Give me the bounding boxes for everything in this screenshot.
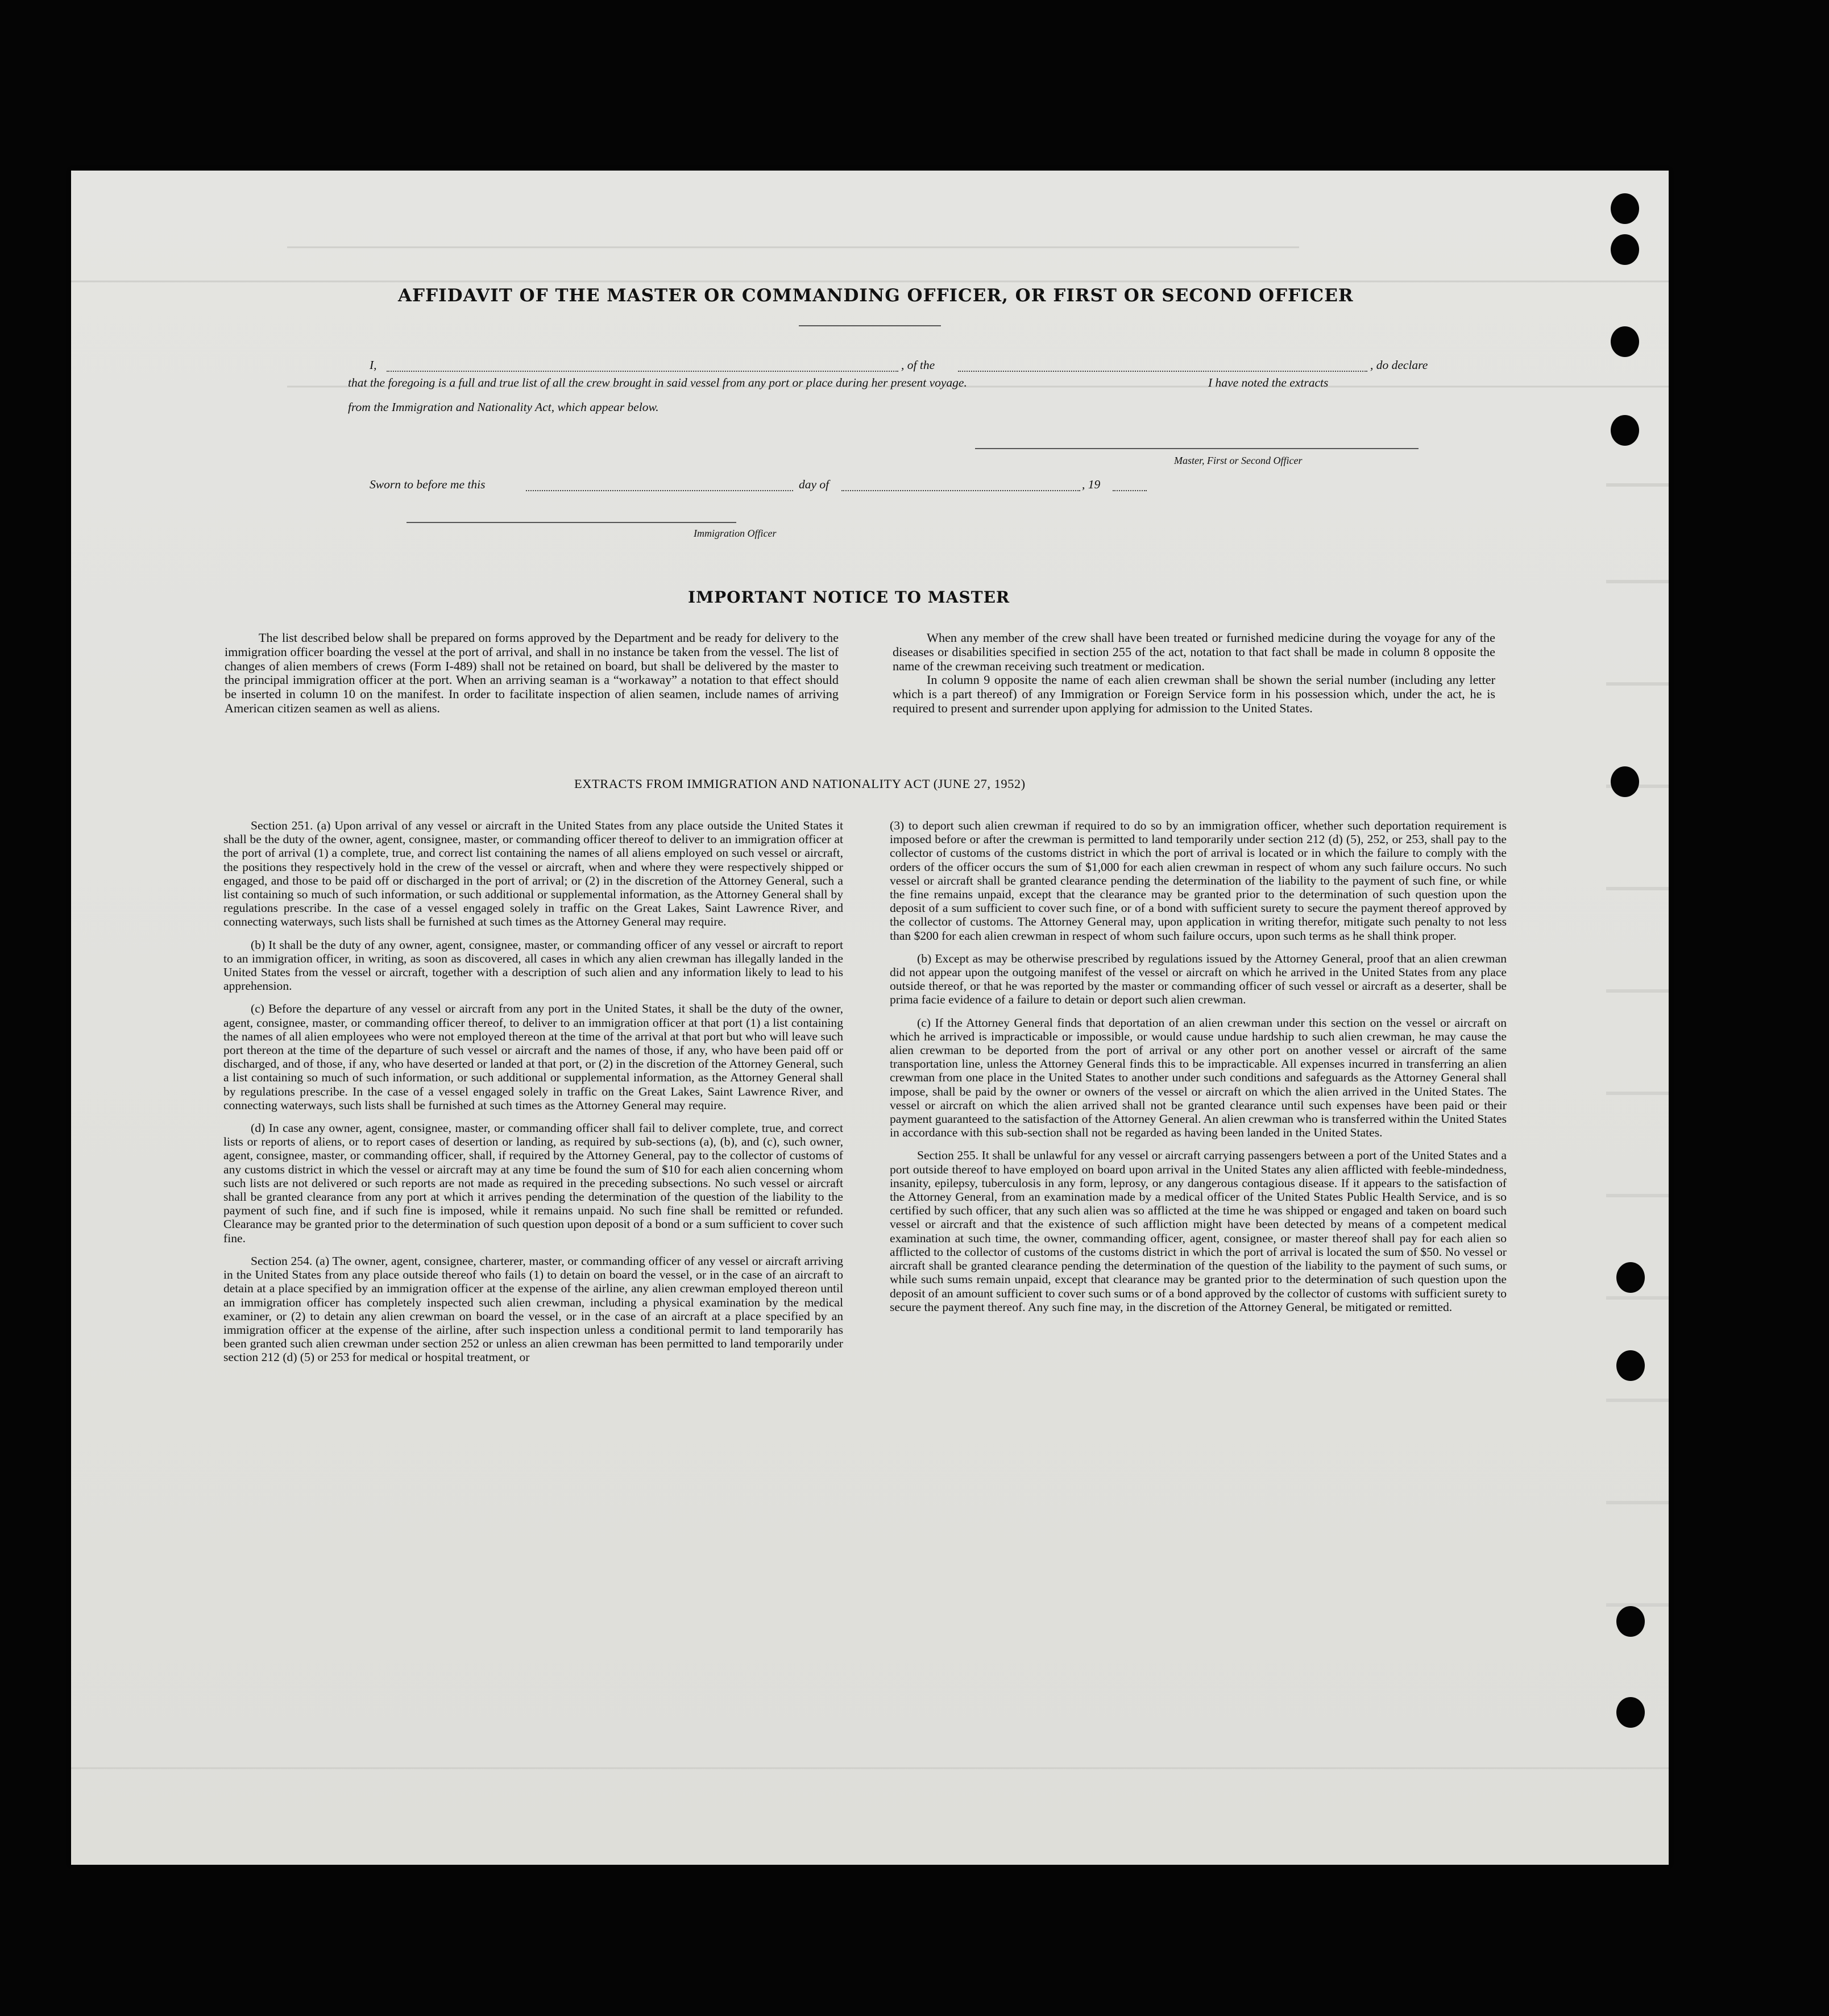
declarant-name-field[interactable]	[387, 371, 898, 372]
section-254-a-continued: (3) to deport such alien crewman if required to do so by an immigration officer, whether such deportation requirement is imposed before or after the crewman is permitted to land temporarily under section 212 (d) (5), 252, or 253, shall pay to the collector of customs of the customs district in which the port of arrival is located or in which the failure to comply with the orders of the officer occurs the sum of $1,000 for each alien crewman in respect of whom any such failure occurs. No such vessel or aircraft shall be granted clearance pending the determination of the liability to the payment of such fine, or while the fine remains unpaid, except that the clearance may be granted prior to the determination of such question upon the deposit of a sum sufficient to cover such fine, or of a bond with sufficient surety to secure the payment thereof approved by the collector of customs. The Attorney General may, upon application in writing therefor, mitigate such penalty to not less than $200 for each alien crewman in respect of whom such failure occurs, upon such terms as he shall think proper.	[890, 819, 1507, 943]
section-251-a: Section 251. (a) Upon arrival of any vessel or aircraft in the United States from any place outside the United States it shall be the duty of the owner, agent, consignee, master, or commanding officer thereof to deliver to an immigration officer at the port of arrival (1) a complete, true, and correct list containing the names of all aliens employed on such vessel or aircraft, the positions they respectively hold in the crew of the vessel or aircraft, when and where they were respectively shipped or engaged, and those to be paid off or discharged in the port of arrival; or (2) in the discretion of the Attorney General, such a list containing so much of such information, or such additional or supplemental information, as the Attorney General shall by regulations prescribe. In the case of a vessel engaged solely in traffic on the Great Lakes, Saint Lawrence River, and connecting waterways, such lists shall be furnished at such times as the Attorney General may require.	[223, 819, 843, 929]
section-251-b: (b) It shall be the duty of any owner, agent, consignee, master, or commanding officer of any vessel or aircraft to report to an immigration officer, in writing, as soon as discovered, all cases in which any alien crewman has illegally landed in the United States from the vessel or aircraft, together with a description of such alien and any information likely to lead to his apprehension.	[223, 938, 843, 993]
form-page	[71, 171, 1669, 1865]
master-signature-field[interactable]	[975, 448, 1419, 449]
punch-hole	[1611, 326, 1639, 357]
affidavit-title: AFFIDAVIT OF THE MASTER OR COMMANDING OFFICER, OR FIRST OR SECOND OFFICER	[398, 285, 1354, 306]
section-251-c: (c) Before the departure of any vessel or aircraft from any port in the United States, it shall be the duty of the owner, agent, consignee, master, or commanding officer thereof, to deliver to an immigration officer at that port (1) a list containing the names of all alien employees who were not employed thereon at the time of the arrival at that port but who will leave such port thereon at the time of the departure of such vessel or aircraft and the names of those, if any, who have been paid off or discharged, and of those, if any, who have deserted or landed at that port, or (2) in the discretion of the Attorney General, such a list containing so much of such information, or such additional or supplemental information, as the Attorney General shall by regulations prescribe. In the case of a vessel engaged solely in traffic on the Great Lakes, Saint Lawrence River, and connecting waterways, such lists shall be furnished at such times as the Attorney General may require.	[223, 1002, 843, 1112]
vessel-name-field[interactable]	[958, 371, 1367, 372]
notice-title: IMPORTANT NOTICE TO MASTER	[688, 588, 1010, 607]
do-declare-label: , do declare	[1370, 358, 1428, 372]
extracts-heading: EXTRACTS FROM IMMIGRATION AND NATIONALITY ACT (JUNE 27, 1952)	[574, 777, 1026, 791]
punch-hole	[1616, 1606, 1645, 1637]
extracts-right-column	[890, 819, 1507, 1323]
officer-signature-field[interactable]	[407, 522, 736, 523]
punch-hole	[1611, 234, 1639, 265]
punch-hole	[1611, 415, 1639, 446]
notice-right-column	[893, 631, 1495, 716]
declarant-label: I,	[370, 358, 377, 372]
section-251-d: (d) In case any owner, agent, consignee, master, or commanding officer shall fail to deliver complete, true, and correct lists or reports of aliens, or to report cases of desertion or landing, as required by sub-sections (a), (b), and (c), such owner, agent, consignee, master, or commanding officer, shall, if required by the Attorney General, pay to the collector of customs of any customs district in which the vessel or aircraft may at any time be found the sum of $10 for each alien concerning whom such lists are not delivered or such reports are not made as required in the preceding subsections. No such vessel or aircraft shall be granted clearance from any port at which it arrives pending the determination of the question of the liability to the payment of such fine, and if such fine is imposed, while it remains unpaid. No such fine shall be remitted or refunded. Clearance may be granted prior to the determination of such question upon deposit of a bond or a sum sufficient to cover such fine.	[223, 1121, 843, 1245]
day-of-label: day of	[799, 478, 830, 491]
year-label: , 19	[1082, 478, 1101, 491]
section-254-c: (c) If the Attorney General finds that deportation of an alien crewman under this section on the vessel or aircraft on which he arrived is impracticable or impossible, or would cause undue hardship to such alien crewman, he may cause the alien crewman to be deported from the port of arrival or any other port on another vessel or aircraft of the same transportation line, unless the Attorney General finds this to be impracticable. All expenses incurred in transferring an alien crewman from one place in the United States to another under such conditions and safeguards as the Attorney General shall impose, shall be paid by the owner or owners of the vessel or aircraft on which the alien arrived in the United States. The vessel or aircraft on which the alien arrived shall not be granted clearance until such expenses have been paid or their payment guaranteed to the satisfaction of the Attorney General. An alien crewman who is transferred within the United States in accordance with this sub-section shall not be regarded as having been landed in the United States.	[890, 1015, 1507, 1140]
extracts-left-column	[223, 819, 843, 1374]
punch-hole	[1616, 1262, 1645, 1293]
affidavit-statement: that the foregoing is a full and true list of all the crew brought in said vessel from any port or place during her present voyage.	[348, 376, 967, 389]
sworn-month-field[interactable]	[841, 490, 1080, 491]
punch-hole	[1611, 766, 1639, 797]
punch-hole	[1616, 1697, 1645, 1728]
affidavit-statement-end: from the Immigration and Nationality Act, which appear below.	[348, 400, 659, 414]
notice-left-column	[225, 631, 839, 716]
master-signature-caption: Master, First or Second Officer	[1174, 455, 1303, 466]
section-254-a: Section 254. (a) The owner, agent, consignee, charterer, master, or commanding officer of any vessel or aircraft arriving in the United States from any place outside thereof who fails (1) to detain on board the vessel, or in the case of an aircraft to detain at a place specified by an immigration officer at the expense of the airline, any alien crewman employed thereon until an immigration officer has completely inspected such alien crewman, including a physical examination by the medical examiner, or (2) to detain any alien crewman on board the vessel, or in the case of an aircraft at a place specified by an immigration officer at the expense of the airline, after such inspection unless a conditional permit to land temporarily has been granted such alien crewman under section 252 or unless an alien crewman has been permitted to land temporarily under section 212 (d) (5) or 253 for medical or hospital treatment, or	[223, 1254, 843, 1364]
notice-right-paragraph-2: In column 9 opposite the name of each alien crewman shall be shown the serial number (including any letter which is a part thereof) of any Immigration or Foreign Service form in his possession which, under the act, he is required to present and surrender upon applying for admission to the United States.	[893, 673, 1495, 715]
notice-left-paragraph: The list described below shall be prepared on forms approved by the Department and be ready for delivery to the immigration officer boarding the vessel at the port of arrival, and shall in no instance be taken from the vessel. The list of changes of alien members of crews (Form I-489) shall not be retained on board, but shall be delivered by the master to the principal immigration officer at the port. When an arriving seaman is a “workaway” a notation to that effect should be inserted in column 10 on the manifest. In order to facilitate inspection of alien seamen, include names of arriving American citizen seamen as well as aliens.	[225, 630, 839, 715]
title-rule	[799, 325, 941, 326]
sworn-label: Sworn to before me this	[370, 478, 486, 491]
notice-right-paragraph-1: When any member of the crew shall have been treated or furnished medicine during the voyage for any of the diseases or disabilities specified in section 255 of the act, notation to that fact shall be made in column 8 opposite the name of the crewman receiving such treatment or medication.	[893, 630, 1495, 673]
of-the-label: , of the	[901, 358, 935, 372]
section-254-b: (b) Except as may be otherwise prescribed by regulations issued by the Attorney General, proof that an alien crewman did not appear upon the outgoing manifest of the vessel or aircraft on which he arrived in the United States from any place outside thereof, or that he was reported by the master or commanding officer of such vessel or aircraft as a deserter, shall be prima facie evidence of a failure to detain or deport such alien crewman.	[890, 951, 1507, 1007]
affidavit-statement-right: I have noted the extracts	[1208, 376, 1329, 389]
sworn-year-field[interactable]	[1113, 490, 1147, 491]
section-255: Section 255. It shall be unlawful for any vessel or aircraft carrying passengers between a port of the United States and a port outside thereof to have employed on board upon arrival in the United States any alien afflicted with feeble-mindedness, insanity, epilepsy, tuberculosis in any form, leprosy, or any dangerous contagious disease. If it appears to the satisfaction of the Attorney General, from an examination made by a medical officer of the United States Public Health Service, and is so certified by such officer, that any such alien was so afflicted at the time he was shipped or engaged and taken on board such vessel or aircraft and that the existence of such affliction might have been detected by means of a competent medical examination at such time, the owner, commanding officer, agent, consignee, or master thereof shall pay for each alien so afflicted to the collector of customs of the customs district in which the port of arrival is located the sum of $50. No vessel or aircraft shall be granted clearance pending the determination of the question of the liability to the payment of such sums, or while such sums remain unpaid, except that clearance may be granted prior to the determination of such question upon the deposit of an amount sufficient to cover such sums or of a bond approved by the collector of customs with sufficient surety to secure the payment thereof. Any such fine may, in the discretion of the Attorney General, be mitigated or remitted.	[890, 1148, 1507, 1314]
officer-signature-caption: Immigration Officer	[694, 528, 777, 539]
punch-hole	[1611, 193, 1639, 224]
punch-hole	[1616, 1350, 1645, 1381]
sworn-day-field[interactable]	[526, 490, 793, 491]
